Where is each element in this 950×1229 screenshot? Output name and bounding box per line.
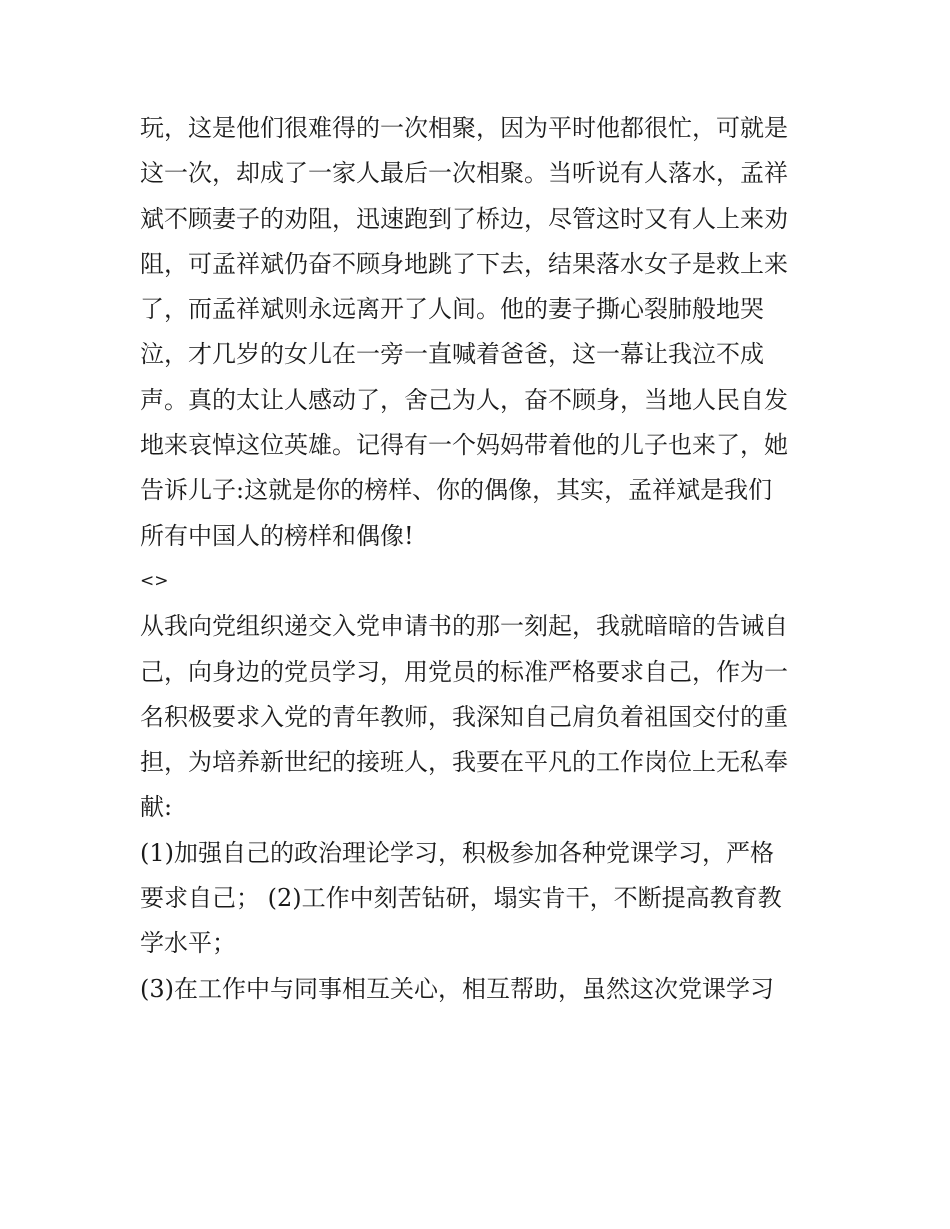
text-line: 己，向身边的党员学习，用党员的标准严格要求自己，作为一 <box>140 657 788 686</box>
text-line: 地来哀悼这位英雄。记得有一个妈妈带着他的儿子也来了，她 <box>140 431 788 460</box>
text-line: 学水平； <box>140 929 236 958</box>
text-line: 了，而孟祥斌则永远离开了人间。他的妻子撕心裂肺般地哭 <box>140 295 764 324</box>
text-line: 玩，这是他们很难得的一次相聚，因为平时他都很忙，可就是 <box>140 114 788 142</box>
text-line: 从我向党组织递交入党申请书的那一刻起，我就暗暗的告诫自 <box>140 612 788 641</box>
document-body <box>140 106 820 1012</box>
list-item: (1)加强自己的政治理论学习，积极参加各种党课学习，严格 <box>140 838 774 867</box>
text-line: 献: <box>140 793 173 822</box>
text-line: 告诉儿子:这就是你的榜样、你的偶像，其实，孟祥斌是我们 <box>140 476 773 505</box>
section-separator: <> <box>140 570 169 591</box>
text-line: 所有中国人的榜样和偶像! <box>140 521 414 550</box>
text-line: 泣，才几岁的女儿在一旁一直喊着爸爸，这一幕让我泣不成 <box>140 340 764 369</box>
text-line: 声。真的太让人感动了，舍己为人，奋不顾身，当地人民自发 <box>140 385 788 414</box>
text-line: 这一次，却成了一家人最后一次相聚。当听说有人落水，孟祥 <box>140 159 788 188</box>
list-item: (3)在工作中与同事相互关心，相互帮助，虽然这次党课学习 <box>140 974 774 1003</box>
list-item: 要求自己； (2)工作中刻苦钻研，塌实肯干，不断提高教育教 <box>140 884 782 913</box>
text-line: 斌不顾妻子的劝阻，迅速跑到了桥边，尽管这时又有人上来劝 <box>140 204 788 233</box>
text-line: 名积极要求入党的青年教师，我深知自己肩负着祖国交付的重 <box>140 702 788 731</box>
text-line: 担，为培养新世纪的接班人，我要在平凡的工作岗位上无私奉 <box>140 748 788 777</box>
text-line: 阻，可孟祥斌仍奋不顾身地跳了下去，结果落水女子是救上来 <box>140 249 788 278</box>
